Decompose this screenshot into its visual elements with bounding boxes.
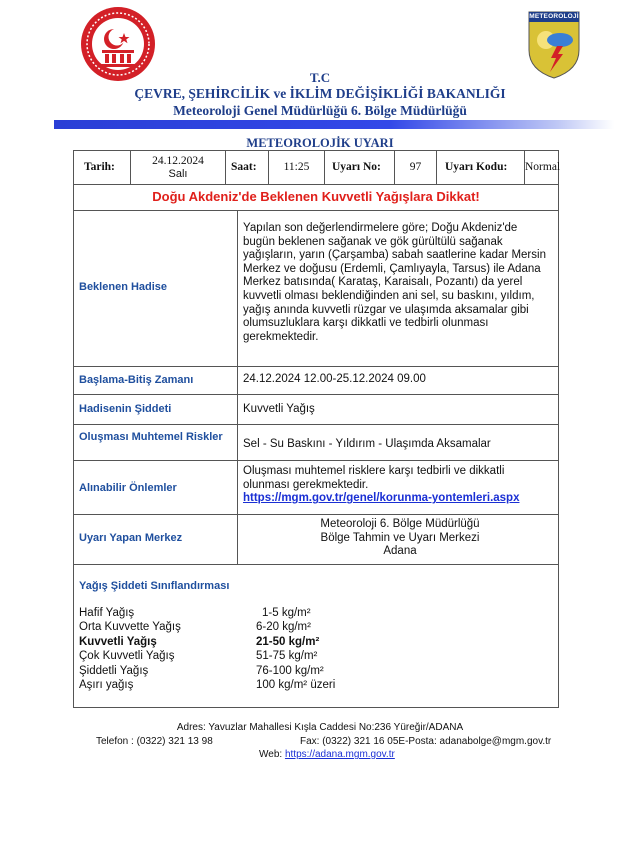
classification-title: Yağış Şiddeti Sınıflandırması (79, 580, 230, 592)
warning-code-value: Normal (525, 161, 561, 173)
measures-label: Alınabilir Önlemler (79, 482, 177, 494)
time-value: 11:25 (283, 161, 310, 173)
divider (237, 210, 238, 564)
date-label: Tarih: (84, 161, 115, 173)
center-line: Meteoroloji 6. Bölge Müdürlüğü (320, 518, 480, 530)
header-divider (54, 120, 614, 129)
divider (73, 210, 559, 211)
header-tc: T.C (309, 70, 331, 85)
classification-name: Çok Kuvvetli Yağış (79, 650, 175, 663)
classification-range: 51-75 kg/m² (256, 650, 318, 663)
divider (73, 366, 559, 367)
warning-title: METEOROLOJİK UYARI (246, 136, 394, 150)
date-value: 24.12.2024 (152, 155, 204, 167)
logo-text: METEOROLOJİ (529, 13, 579, 20)
classification-range: 76-100 kg/m² (256, 664, 324, 677)
classification-range: 1-5 kg/m² (262, 607, 311, 619)
protection-methods-link[interactable]: https://mgm.gov.tr/genel/korunma-yontemleri.aspx (243, 492, 520, 505)
classification-name: Hafif Yağış (79, 607, 135, 619)
divider (225, 150, 226, 184)
event-label: Beklenen Hadise (79, 281, 168, 293)
classification-name: Kuvvetli Yağış (79, 635, 157, 648)
footer-address: Adres: Yavuzlar Mahallesi Kışla Caddesi No:236 Yüreğir/ADANA (176, 722, 464, 733)
measures-line: olunması gerekmektedir. (243, 478, 369, 491)
classification-names (79, 606, 181, 692)
header-directorate: Meteoroloji Genel Müdürlüğü 6. Bölge Müdürlüğü (173, 103, 467, 118)
footer-phone: Telefon : (0322) 321 13 98 (96, 736, 213, 747)
classification-name: Şiddetli Yağış (79, 664, 149, 677)
center-line: Adana (383, 545, 417, 558)
event-line: Yapılan son değerlendirmelere göre; Doğu Akdeniz'de (243, 222, 518, 234)
event-line: gerekmektedir. (243, 330, 319, 343)
footer-fax-email: Fax: (0322) 321 16 05E-Posta: adanabolge@mgm.gov.tr (300, 736, 552, 747)
center-text (240, 518, 560, 559)
center-line: Bölge Tahmin ve Uyarı Merkezi (320, 531, 480, 544)
classification-range: 6-20 kg/m² (256, 621, 311, 634)
divider (73, 564, 559, 565)
measures-text (243, 465, 555, 506)
footer-web (259, 749, 395, 760)
header-ministry: ÇEVRE, ŞEHİRCİLİK ve İKLİM DEĞİŞİKLİĞİ BAKANLIĞI (134, 86, 506, 101)
divider (436, 150, 437, 184)
event-line: yağışların, yarın (Çarşamba) sabah saatlerine kadar Mersin (243, 249, 546, 262)
classification-range: 100 kg/m² üzeri (256, 679, 336, 692)
time-label: Saat: (231, 161, 257, 173)
classification-name: Orta Kuvvette Yağış (79, 621, 181, 634)
divider (73, 514, 559, 515)
footer-web-link[interactable]: https://adana.mgm.gov.tr (284, 749, 395, 760)
event-line: Merkez ve doğusu (Erdemli, Çamlıyayla, Tarsus) ile Adana (243, 262, 541, 275)
measures-line: Oluşması muhtemel risklere karşı tedbirli ve dikkatli (243, 465, 505, 477)
period-label: Başlama-Bitiş Zamanı (79, 374, 194, 386)
event-line: yağış anında kuvvetli rüzgar ve ulaşımda aksamalar gibi (243, 303, 529, 316)
severity-label: Hadisenin Şiddeti (79, 403, 172, 415)
risks-label: Oluşması Muhtemel Riskler (79, 431, 223, 443)
event-line: olumsuzluklara karşı dikkatli ve tedbirli olunması (243, 317, 489, 330)
footer-web-label: Web: (259, 749, 283, 760)
event-text (243, 222, 553, 344)
event-line: Merkez batısında( Karataş, Karaisalı, Pozantı) da yerel (243, 276, 523, 289)
classification-name: Aşırı yağış (79, 679, 134, 692)
divider (324, 150, 325, 184)
period-value: 24.12.2024 12.00-25.12.2024 09.00 (243, 373, 426, 385)
divider (73, 424, 559, 425)
classification-range: 21-50 kg/m² (256, 635, 320, 648)
divider (73, 394, 559, 395)
divider (73, 460, 559, 461)
warning-no-value: 97 (409, 161, 422, 173)
classification-ranges (256, 606, 335, 692)
divider (73, 184, 559, 185)
center-label: Uyarı Yapan Merkez (79, 532, 183, 544)
event-line: bugün beklenen sağanak ve gök gürültülü sağanak (243, 235, 503, 248)
risks-value: Sel - Su Baskını - Yıldırım - Ulaşımda Aksamalar (243, 438, 491, 450)
warning-no-label: Uyarı No: (332, 161, 381, 173)
day-value: Salı (168, 168, 188, 180)
severity-value: Kuvvetli Yağış (243, 403, 315, 415)
event-line: kuvvetli olması beklendiğinden ani sel, su baskını, yıldım, (243, 289, 535, 302)
warning-code-label: Uyarı Kodu: (445, 161, 508, 173)
warning-headline: Doğu Akdeniz'de Beklenen Kuvvetli Yağışlara Dikkat! (152, 189, 480, 204)
